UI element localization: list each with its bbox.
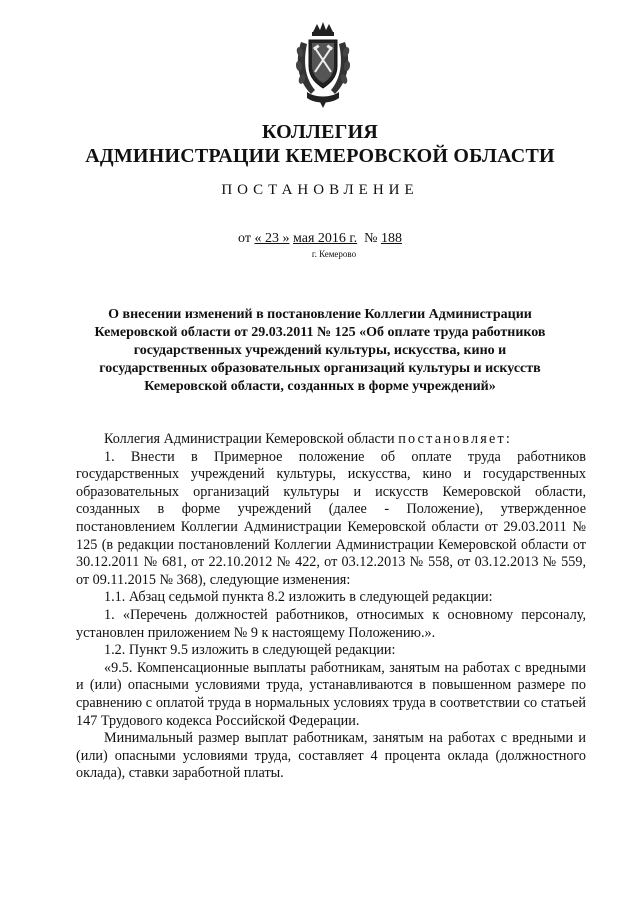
paragraph-1-1: 1.1. Абзац седьмой пункта 8.2 изложить в следующей редакции:: [104, 589, 493, 606]
date-month-year: мая 2016 г.: [292, 231, 358, 246]
intro-verb: постановляет:: [398, 431, 513, 447]
paragraph-minimum-payment: Минимальный размер выплат работникам, занятым на работах с вредными и (или) опасными условиями труда, составляет 4 процента оклада (должностного оклада), ставки заработной платы.: [76, 730, 586, 782]
coat-of-arms-emblem: [293, 22, 353, 108]
intro-lead: Коллегия Администрации Кемеровской области: [104, 431, 395, 447]
number-sign: №: [364, 231, 378, 246]
intro-paragraph: [76, 431, 586, 449]
document-date-line: [0, 231, 640, 247]
date-day: « 23 »: [254, 231, 290, 246]
document-city: г. Кемерово: [311, 249, 357, 259]
paragraph-1: 1. Внести в Примерное положение об оплате труда работников государственных учреждений культуры, искусства, кино и государственных образовательных организаций культуры и искусств Кемеровской области, созданных в форме учреждений (далее - Положение), утвержденное постановлением Коллегии Администрации Кемеровской области от 29.03.2011 № 125 (в редакции постановлений Коллегии Администрации Кемеровской области от 30.12.2011 № 681, от 22.10.2012 № 422, от 03.12.2013 № 558, от 03.12.2013 № 559, от 09.11.2015 № 368), следующие изменения:: [76, 448, 586, 588]
organization-name-line2: АДМИНИСТРАЦИИ КЕМЕРОВСКОЙ ОБЛАСТИ: [85, 145, 555, 167]
document-number: 188: [380, 231, 402, 246]
paragraph-quote-1: 1. «Перечень должностей работников, относимых к основному персоналу, установлен приложением № 9 к настоящему Положению.».: [76, 606, 586, 641]
date-prefix: от: [238, 231, 251, 246]
document-body: [76, 431, 586, 783]
paragraph-9-5: «9.5. Компенсационные выплаты работникам, занятым на работах с вредными и (или) опасными условиями труда, устанавливаются в повышенном размере по сравнению с оплатой труда в нормальных условиях труда в соответствии со статьей 147 Трудового кодекса Российской Федерации.: [76, 659, 586, 729]
organization-name-line1: КОЛЛЕГИЯ: [261, 121, 379, 143]
document-title: О внесении изменений в постановление Коллегии Администрации Кемеровской области от 29.03.2011 № 125 «Об оплате труда работников государственных учреждений культуры, искусства, кино и государственных образовательных организаций культуры и искусств Кемеровской области, созданных в форме учреждений»: [94, 307, 546, 394]
paragraph-1-2: 1.2. Пункт 9.5 изложить в следующей редакции:: [104, 642, 396, 659]
document-kind: ПОСТАНОВЛЕНИЕ: [221, 182, 419, 198]
